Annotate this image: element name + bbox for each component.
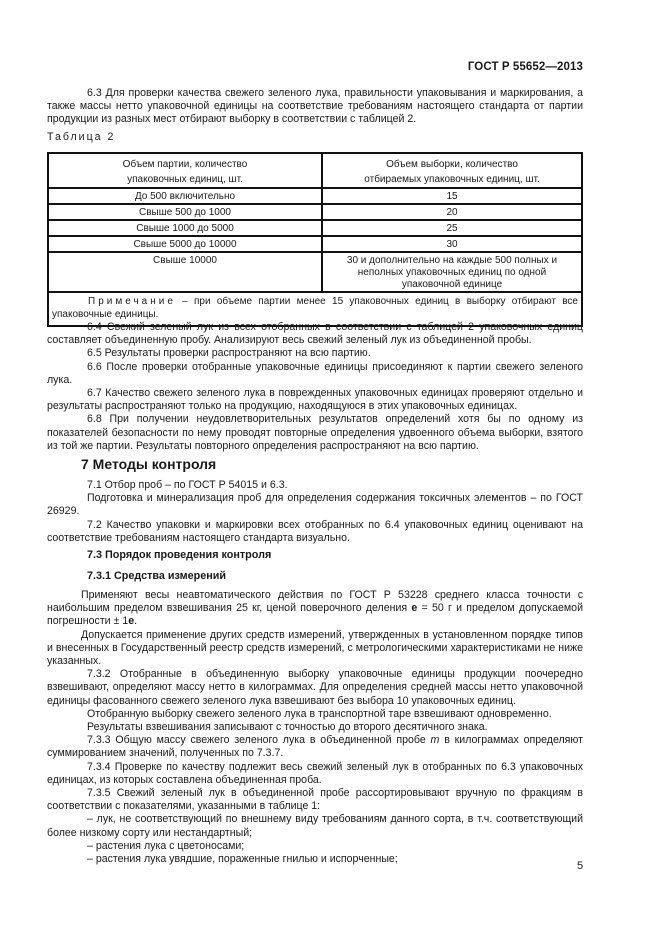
header-sample-line2: отбираемых упаковочных единиц, шт. <box>364 174 540 185</box>
paragraph-7-2: 7.2 Качество упаковки и маркировки всех отобранных по 6.4 упаковочных единиц оценивают на соответствие требованиям настоящего стандарта визуально. <box>47 518 583 544</box>
paragraph-7-3-1-a <box>47 589 583 629</box>
section-6-3 <box>47 87 583 127</box>
lot-cell: Свыше 1000 до 5000 <box>48 220 322 236</box>
heading-7-3-1: 7.3.1 Средства измерений <box>87 570 227 582</box>
lot-cell: Свыше 10000 <box>48 252 322 292</box>
text-run: . <box>134 615 138 628</box>
paragraph-6-6: 6.6 После проверки отобранные упаковочные единицы присоединяют к партии свежего зеленого лука. <box>47 360 583 386</box>
paragraph-6-3: 6.3 Для проверки качества свежего зеленого лука, правильности упаковывания и маркирования, а также массы нетто упаковочной единицы на соответствие требованиям настоящего стандарта от партии продукции из разных мест отбирают выборку в соответствии с таблицей 2. <box>47 87 583 126</box>
symbol-e: е <box>128 615 135 628</box>
sample-cell: 20 <box>322 204 582 220</box>
lot-cell: Свыше 500 до 1000 <box>48 204 322 220</box>
text-run: в килограммах определяют суммированием значений, полученных по 7.3.7. <box>47 734 583 760</box>
paragraph-7-3-4: 7.3.4 Проверке по качеству подлежит весь свежий зеленый лук в отобранных по 6.3 упаковочных единицах, из которых составлена объединенная проба. <box>47 760 583 786</box>
document-id-header: ГОСТ Р 55652—2013 <box>467 61 583 73</box>
paragraph-6-7: 6.7 Качество свежего зеленого лука в поврежденных упаковочных единицах проверяют отдельно и результаты распространяют только на продукцию, находящуюся в этих упаковочных единицах. <box>47 387 583 413</box>
header-sample-size <box>322 153 582 188</box>
text-run: 7.3.3 Общую массу свежего зеленого лука в объединенной пробе <box>87 734 431 747</box>
table-caption: Таблица 2 <box>47 131 116 143</box>
paragraph-6-5: 6.5 Результаты проверки распространяют на всю партию. <box>87 347 371 360</box>
section-7-3-1-body <box>47 589 583 866</box>
table-header-row <box>48 153 582 188</box>
heading-7-3: 7.3 Порядок проведения контроля <box>87 549 272 561</box>
section-7-title: 7 Методы контроля <box>81 456 217 472</box>
paragraph-7-3-2: 7.3.2 Отобранные в объединенную выборку упаковочные единицы продукции поочередно взвешивают, определяют массу нетто в килограммах. Для определения средней массы нетто упаковочной единицы фасованного свежего зеленого лука взвешивают без выбора 10 упаковочных единиц. <box>47 668 583 707</box>
symbol-e: е <box>411 602 418 615</box>
paragraph-7-1-b: Подготовка и минерализация проб для определения содержания токсичных элементов – по ГОСТ 26929. <box>47 492 583 518</box>
sample-cell: 30 и дополнительно на каждые 500 полных и неполных упаковочных единиц по одной упаковочной единице <box>322 252 582 292</box>
section-7-1-7-2 <box>47 479 583 545</box>
table-row <box>48 220 582 236</box>
section-6-4-to-6-8 <box>47 321 583 453</box>
header-sample-line1: Объем выборки, количество <box>386 159 518 170</box>
sample-size-table <box>47 152 583 327</box>
paragraph-7-3-1-b: Допускается применение других средств измерений, утвержденных в установленном порядке типов и внесенных в Государственный реестр средств измерений, с метрологическими характеристиками не ниже указанных. <box>47 628 583 668</box>
lot-cell: Свыше 5000 до 10000 <box>48 236 322 252</box>
header-lot-line1: Объем партии, количество <box>122 159 248 170</box>
sample-cell: 30 <box>322 236 582 252</box>
symbol-m: m <box>430 734 440 747</box>
note-text: – при объеме партии менее 15 упаковочных единиц в выборку отбирают все упаковочные единицы. <box>52 296 578 320</box>
list-item: – растения лука увядшие, пораженные гнилью и испорченные; <box>87 853 398 866</box>
paragraph-7-3-2-b: Отобранную выборку свежего зеленого лука в транспортной таре взвешивают одновременно. <box>87 707 552 720</box>
lot-cell: До 500 включительно <box>48 188 322 204</box>
text-run: = 50 г и пределом допускаемой погрешности ± 1 <box>47 602 583 628</box>
sample-cell: 25 <box>322 220 582 236</box>
sample-cell: 15 <box>322 188 582 204</box>
table-row <box>48 204 582 220</box>
header-lot-line2: упаковочных единиц, шт. <box>127 174 243 185</box>
header-lot-size <box>48 153 322 188</box>
list-item: – лук, не соответствующий по внешнему виду требованиям данного сорта, в т.ч. соответствующий более низкому сорту или нестандартный; <box>47 813 583 839</box>
table-row <box>48 236 582 252</box>
list-item: – растения лука с цветоносами; <box>87 839 245 852</box>
paragraph-7-3-2-c: Результаты взвешивания записывают с точностью до второго десятичного знака. <box>87 721 488 734</box>
paragraph-6-4: 6.4 Свежий зеленый лук из всех отобранных в соответствии с таблицей 2 упаковочных единиц составляет объединенную пробу. Анализируют весь свежий зеленый лук из объединенной пробы. <box>47 321 583 347</box>
paragraph-7-1: 7.1 Отбор проб – по ГОСТ Р 54015 и 6.3. <box>87 479 288 491</box>
table-row <box>48 252 582 292</box>
paragraph-7-3-5: 7.3.5 Свежий зеленый лук в объединенной пробе рассортировывают вручную по фракциям в соответствии с показателями, указанными в таблице 1: <box>47 787 583 813</box>
note-label: Примечание <box>88 296 176 307</box>
paragraph-6-8: 6.8 При получении неудовлетворительных результатов определений хотя бы по одному из показателей безопасности по нему проводят повторные определения удвоенного объема выборки, взятого из той же партии. Результаты повторного определения распространяют на всю партию. <box>47 413 583 452</box>
paragraph-7-3-3 <box>47 734 583 760</box>
text-run: Применяют весы неавтоматического действия по ГОСТ Р 53228 среднего класса точности с наибольшим пределом взвешивания 25 кг, ценой поверочного деления <box>47 589 583 615</box>
page-number: 5 <box>577 860 584 872</box>
table-row <box>48 188 582 204</box>
